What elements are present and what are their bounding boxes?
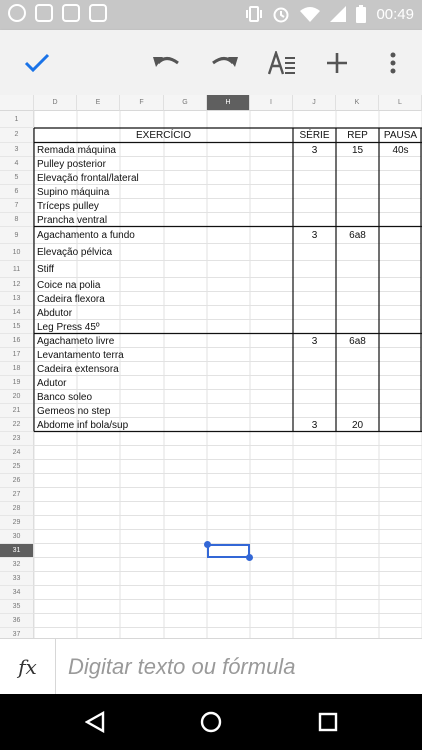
home-button[interactable] [196,707,226,737]
cell-exercise[interactable]: Banco soleo [37,391,93,403]
done-button[interactable] [22,48,52,78]
alarm-icon [272,5,290,23]
row-header-20[interactable]: 20 [0,390,34,404]
row-header-26[interactable]: 26 [0,474,34,488]
selection-handle-top-left[interactable] [204,541,211,548]
cell-exercise[interactable]: Pulley posterior [37,158,106,170]
cell-exercise[interactable]: Abdome inf bola/sup [37,419,129,431]
cell-exercise[interactable]: Abdutor [37,307,73,319]
row-header-21[interactable]: 21 [0,404,34,418]
cell-exercise[interactable]: Agachamento a fundo [37,229,135,241]
selection-handle-bottom-right[interactable] [246,554,253,561]
row-header-14[interactable]: 14 [0,306,34,320]
row-header-32[interactable]: 32 [0,558,34,572]
column-header-h[interactable]: H [207,95,250,111]
signal-icon [330,6,346,22]
column-header-i[interactable]: I [250,95,293,111]
cell-exercise[interactable]: Elevação pélvica [37,246,113,258]
system-icons [246,5,414,23]
formula-bar [0,638,422,694]
home-icon [200,711,222,733]
back-button[interactable] [80,707,110,737]
row-header-15[interactable]: 15 [0,320,34,334]
cell-exercise[interactable]: Adutor [37,377,67,389]
row-header-11[interactable]: 11 [0,261,34,278]
row-header-8[interactable]: 8 [0,213,34,227]
formula-input[interactable] [68,653,408,681]
wifi-icon [300,6,320,22]
redo-icon [210,53,238,73]
text-format-icon [268,51,296,75]
row-header-16[interactable]: 16 [0,334,34,348]
cell-reps[interactable]: 6a8 [349,229,366,241]
row-header-7[interactable]: 7 [0,199,34,213]
row-header-2[interactable]: 2 [0,128,34,143]
cell-exercise[interactable]: Gemeos no step [37,405,111,417]
row-header-18[interactable]: 18 [0,362,34,376]
row-header-19[interactable]: 19 [0,376,34,390]
cell-reps[interactable]: 15 [351,144,364,156]
text-format-button[interactable] [267,48,297,78]
cell-series[interactable]: 3 [311,229,318,241]
column-header-d[interactable]: D [34,95,77,111]
more-vert-icon [390,52,396,74]
status-bar [0,0,422,30]
row-header-6[interactable]: 6 [0,185,34,199]
redo-button[interactable] [209,48,239,78]
row-header-25[interactable]: 25 [0,460,34,474]
row-header-27[interactable]: 27 [0,488,34,502]
cell-exercise[interactable]: Levantamento terra [37,349,124,361]
fx-icon: fx [0,639,56,695]
row-header-30[interactable]: 30 [0,530,34,544]
undo-button[interactable] [152,48,182,78]
cell-series[interactable]: 3 [311,419,318,431]
cell-reps[interactable]: 6a8 [349,335,366,347]
row-header-31[interactable]: 31 [0,544,34,558]
column-header-k[interactable]: K [336,95,379,111]
status-time: 00:49 [376,5,414,23]
cell-series[interactable]: 3 [311,335,318,347]
cell-exercise[interactable]: Cadeira flexora [37,293,105,305]
spreadsheet-grid[interactable] [0,95,422,638]
row-header-34[interactable]: 34 [0,586,34,600]
column-header-g[interactable]: G [164,95,207,111]
cell-exercise[interactable]: Elevação frontal/lateral [37,172,139,184]
recents-icon [318,712,338,732]
column-header-f[interactable]: F [120,95,164,111]
row-header-5[interactable]: 5 [0,171,34,185]
row-header-3[interactable]: 3 [0,143,34,157]
row-header-9[interactable]: 9 [0,227,34,244]
row-header-22[interactable]: 22 [0,418,34,432]
cell-exercise[interactable]: Leg Press 45º [37,321,100,333]
edit-toolbar [0,30,422,95]
header-rest[interactable]: PAUSA [383,130,418,141]
insert-button[interactable] [322,48,352,78]
row-header-12[interactable]: 12 [0,278,34,292]
row-header-4[interactable]: 4 [0,157,34,171]
row-header-23[interactable]: 23 [0,432,34,446]
cell-exercise[interactable]: Tríceps pulley [37,200,99,212]
row-header-10[interactable]: 10 [0,244,34,261]
check-icon [24,52,50,74]
row-header-29[interactable]: 29 [0,516,34,530]
column-header-l[interactable]: L [379,95,422,111]
row-header-36[interactable]: 36 [0,614,34,628]
row-header-24[interactable]: 24 [0,446,34,460]
header-exercise[interactable]: EXERCÍCIO [135,130,191,141]
row-header-37[interactable]: 37 [0,628,34,639]
cell-reps[interactable]: 20 [351,419,364,431]
navigation-bar [0,694,422,750]
cell-series[interactable]: 3 [311,144,318,156]
more-options-button[interactable] [378,48,408,78]
cell-rest[interactable]: 40s [392,144,409,156]
cell-exercise[interactable]: Stiff [37,263,55,275]
cell-exercise[interactable]: Prancha ventral [37,214,108,226]
instagram-icon [62,4,80,22]
back-icon [85,711,105,733]
row-header-1[interactable]: 1 [0,111,34,128]
instagram-icon [35,4,53,22]
battery-icon [356,5,366,23]
cell-exercise[interactable]: Coice na polia [37,279,101,291]
header-reps[interactable]: REP [347,130,368,141]
column-header-j[interactable]: J [293,95,336,111]
notification-icons [8,4,107,22]
column-header-e[interactable]: E [77,95,120,111]
select-all-corner[interactable] [0,95,34,111]
row-header-17[interactable]: 17 [0,348,34,362]
header-series[interactable]: SÉRIE [299,130,330,141]
undo-icon [153,53,181,73]
row-header-28[interactable]: 28 [0,502,34,516]
cell-exercise[interactable]: Agachameto livre [37,335,115,347]
row-header-35[interactable]: 35 [0,600,34,614]
selected-cell[interactable] [207,544,250,558]
instagram-icon [89,4,107,22]
row-header-33[interactable]: 33 [0,572,34,586]
cell-exercise[interactable]: Cadeira extensora [37,363,119,375]
row-header-13[interactable]: 13 [0,292,34,306]
cell-exercise[interactable]: Remada máquina [37,144,116,156]
add-icon [326,52,348,74]
vibrate-icon [246,5,262,23]
recents-button[interactable] [313,707,343,737]
cell-exercise[interactable]: Supino máquina [37,186,110,198]
whatsapp-icon [8,4,26,22]
